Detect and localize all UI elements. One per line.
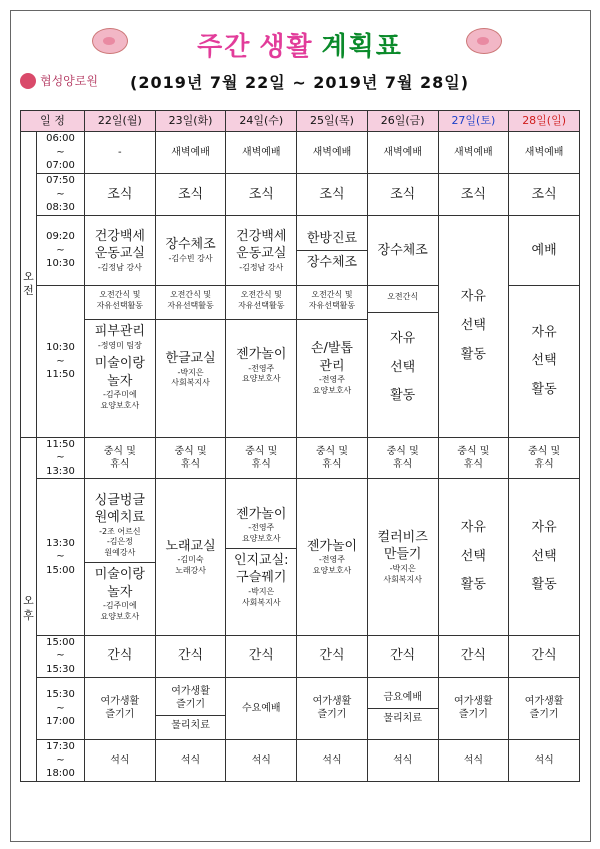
cell: [367, 479, 438, 635]
date-period: (2019년 7월 22일 ~ 2019년 7월 28일): [130, 73, 470, 92]
program-title: 장수체조: [297, 250, 367, 272]
cell: [226, 286, 297, 437]
header-day: 24일(수): [226, 111, 297, 132]
header-day: 23일(화): [155, 111, 226, 132]
page-title: [0, 26, 600, 63]
time-cell: 11:50 ~ 13:30: [37, 437, 85, 479]
cell: 중식 및 휴식: [85, 437, 156, 479]
program-instructor: -김정남 강사: [97, 262, 142, 272]
program-instructor: -전영주 요양보호사: [312, 555, 352, 575]
cell: 새벽예배: [367, 132, 438, 174]
header-row: [21, 111, 580, 132]
row-leisure: [21, 677, 580, 740]
program-title: 여가생활 즐기기: [171, 685, 210, 711]
program-instructor: -김주미에 요양보호사: [100, 390, 140, 411]
cell: 조식: [509, 174, 580, 216]
program-title: 인지교실: 구슬꿰기: [233, 552, 289, 586]
cell: 여가생활 즐기기: [438, 677, 509, 740]
cell: [85, 286, 156, 437]
cell: [226, 215, 297, 286]
time-cell: 15:00 ~ 15:30: [37, 635, 85, 677]
program-title: 미술이랑 놀자: [94, 567, 145, 600]
logo-text: 협성양로원: [40, 74, 98, 88]
snack-text: 오전간식: [387, 292, 419, 302]
cell: 새벽예배: [509, 132, 580, 174]
cell: 조식: [85, 174, 156, 216]
schedule-table: [20, 110, 580, 782]
cell: 간식: [509, 635, 580, 677]
cell: 여가생활 즐기기: [85, 677, 156, 740]
cell: 자유 선택 활동: [438, 215, 509, 437]
snack-text: 오전간식 및 자유선택활동: [96, 290, 144, 311]
time-cell: 06:00 ~ 07:00: [37, 132, 85, 174]
cell: 간식: [85, 635, 156, 677]
header-day: 26일(금): [367, 111, 438, 132]
title-part3: 계획표: [321, 32, 403, 62]
title-part2: 생활: [259, 32, 314, 62]
cell: 새벽예배: [438, 132, 509, 174]
program-instructor: -박지은 사회복지사: [241, 586, 281, 607]
cell: 석식: [85, 740, 156, 782]
header-schedule: 일 정: [21, 111, 85, 132]
cell: 자유 선택 활동: [509, 286, 580, 437]
cell: 조식: [367, 174, 438, 216]
header-day-saturday: 27일(토): [438, 111, 509, 132]
pm-label: 오 후: [21, 437, 37, 781]
cell: 예배: [509, 215, 580, 286]
row-dawn: [21, 132, 580, 174]
row-afternoon-program: [21, 479, 580, 635]
program-title: 건강백세 운동교실: [236, 228, 287, 262]
program-title: 젠가놀이: [236, 506, 287, 522]
program-instructor: -박지은 사회복지사: [383, 563, 422, 584]
program-instructor: -김수빈 강사: [168, 253, 213, 263]
cell: 중식 및 휴식: [509, 437, 580, 479]
cell: 중식 및 휴식: [226, 437, 297, 479]
cell: 석식: [509, 740, 580, 782]
time-cell: 15:30 ~ 17:00: [37, 677, 85, 740]
cell: 여가생활 즐기기: [297, 677, 368, 740]
snack-text: 오전간식 및 자유선택활동: [238, 290, 285, 311]
snack-text: 오전간식 및 자유선택활동: [167, 290, 214, 311]
time-cell: 10:30 ~ 11:50: [37, 286, 85, 437]
logo-icon: [20, 73, 36, 89]
program-title: 장수체조: [165, 237, 216, 253]
program-instructor: -김미숙 노래강사: [175, 555, 207, 575]
program-title: 젠가놀이: [306, 538, 358, 554]
program-title: 미술이랑 놀자: [94, 356, 145, 389]
cell: 수요예배: [226, 677, 297, 740]
cell: [155, 479, 226, 635]
cell: [367, 677, 438, 740]
time-cell: 13:30 ~ 15:00: [37, 479, 85, 635]
header-day: 25일(목): [297, 111, 368, 132]
logo: [20, 72, 98, 89]
row-afternoon-snack: [21, 635, 580, 677]
cell: 중식 및 휴식: [367, 437, 438, 479]
program-title: 자유 선택 활동: [368, 312, 438, 411]
snack-text: 오전간식 및 자유선택활동: [308, 290, 356, 311]
program-title: 한글교실: [165, 351, 216, 366]
time-cell: 07:50 ~ 08:30: [37, 174, 85, 216]
row-lunch: [21, 437, 580, 479]
cell: [155, 215, 226, 286]
program-title: 한방진료: [306, 230, 358, 246]
program-instructor: -김정남 강사: [239, 262, 284, 272]
header-day: 22일(월): [85, 111, 156, 132]
cell: 중식 및 휴식: [438, 437, 509, 479]
row-morning-program: [21, 215, 580, 286]
cell: [226, 479, 297, 635]
cell: 석식: [226, 740, 297, 782]
cell: 여가생활 즐기기: [509, 677, 580, 740]
title-part1: 주간: [197, 32, 252, 62]
time-cell: 17:30 ~ 18:00: [37, 740, 85, 782]
program-title: 싱글벙글 원예치료: [94, 492, 145, 526]
cell: 조식: [155, 174, 226, 216]
header-day-sunday: 28일(일): [509, 111, 580, 132]
cell: 간식: [297, 635, 368, 677]
cell: 간식: [226, 635, 297, 677]
cell: 새벽예배: [226, 132, 297, 174]
cell: 간식: [367, 635, 438, 677]
program-instructor: -전영주 요양보호사: [241, 363, 281, 384]
am-label: 오 전: [21, 132, 37, 437]
time-cell: 09:20 ~ 10:30: [37, 215, 85, 286]
cell: [85, 479, 156, 635]
cell: 석식: [155, 740, 226, 782]
program-title: 물리치료: [368, 708, 438, 726]
cell: 간식: [155, 635, 226, 677]
row-dinner: [21, 740, 580, 782]
cell: [367, 286, 438, 437]
cell: [297, 479, 368, 635]
cell: [85, 215, 156, 286]
cell: [297, 286, 368, 437]
cell: 석식: [438, 740, 509, 782]
cell: 새벽예배: [297, 132, 368, 174]
cell: 석식: [297, 740, 368, 782]
cell: 중식 및 휴식: [297, 437, 368, 479]
program-title: 물리치료: [156, 715, 226, 733]
program-instructor: -박지은 사회복지사: [171, 367, 210, 388]
cell: [155, 677, 226, 740]
program-instructor: -전영주 요양보호사: [312, 375, 352, 395]
cell: 간식: [438, 635, 509, 677]
cell: 자유 선택 활동: [509, 479, 580, 635]
program-title: 손/발톱 관리: [310, 341, 353, 374]
program-instructor: -2조 어르신 -김은정 원예강사: [99, 526, 141, 558]
cell: 조식: [297, 174, 368, 216]
program-title: 젠가놀이: [236, 347, 287, 362]
program-title: 건강백세 운동교실: [94, 228, 145, 262]
cell: 조식: [226, 174, 297, 216]
program-instructor: -김주미에 요양보호사: [100, 601, 140, 621]
cell: 조식: [438, 174, 509, 216]
program-title: 피부관리: [94, 324, 145, 339]
program-title: 노래교실: [165, 538, 216, 554]
program-instructor: -전영주 요양보호사: [241, 523, 281, 544]
cell: 중식 및 휴식: [155, 437, 226, 479]
cell: 석식: [367, 740, 438, 782]
cell: [297, 215, 368, 286]
cell: 장수체조: [367, 215, 438, 286]
row-breakfast: [21, 174, 580, 216]
cell: [155, 286, 226, 437]
program-title: 컬러비즈 만들기: [377, 529, 428, 563]
cell: -: [85, 132, 156, 174]
program-title: 금요예배: [383, 692, 422, 704]
cell: 새벽예배: [155, 132, 226, 174]
program-instructor: -정영미 팀장: [97, 340, 142, 350]
cell: 자유 선택 활동: [438, 479, 509, 635]
